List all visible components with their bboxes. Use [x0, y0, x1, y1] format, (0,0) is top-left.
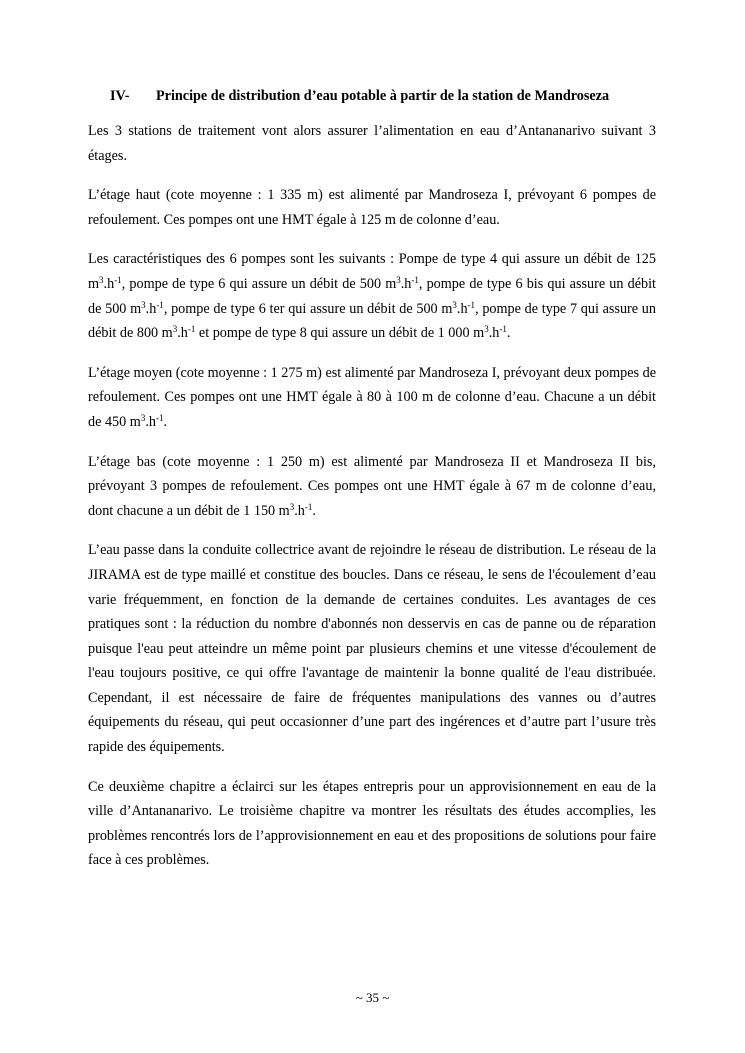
text-segment: , pompe de type 6 bis qui assure un débit de 500 m — [88, 275, 656, 317]
paragraph-stations: Les 3 stations de traitement vont alors assurer l’alimentation en eau d’Antananarivo suivant 3 étages. — [88, 123, 656, 164]
unit-exponent: -1 — [156, 299, 164, 310]
paragraph-conclusion: Ce deuxième chapitre a éclairci sur les étapes entrepris pour un approvisionnement en eau de la ville d’Antananarivo. Le troisième chapitre va montrer les résultats des études accomplies, les problèmes rencontrés lors de l’approvisionnement en eau et des propositions de solutions pour faire face à ces problèmes. — [88, 778, 656, 869]
paragraph-etage-bas — [88, 450, 656, 524]
unit-exponent: -1 — [114, 274, 122, 285]
document-body — [88, 119, 656, 873]
unit-h: .h — [145, 300, 157, 317]
unit-h: .h — [294, 502, 305, 519]
paragraph-pump-characteristics — [88, 247, 656, 345]
text-segment: . — [506, 325, 511, 342]
unit-exponent: -1 — [304, 501, 313, 512]
unit-exponent: -1 — [467, 299, 476, 310]
paragraph-etage-moyen — [88, 361, 656, 435]
text-segment: L’étage moyen (cote moyenne : 1 275 m) est alimenté par Mandroseza I, prévoyant deux pompes de refoulement. Ces pompes ont une HMT égale à 80 à 100 m de colonne d’eau. Chacune a un débit de 450 m — [88, 364, 656, 430]
text-segment: et pompe de type 8 qui assure un débit de 1 000 m — [195, 325, 485, 342]
text-segment: , pompe de type 6 qui assure un débit de 500 m — [121, 275, 397, 292]
unit-h: .h — [177, 325, 188, 342]
unit-exponent: 3 — [99, 274, 104, 285]
unit-exponent: 3 — [140, 412, 146, 423]
unit-h: .h — [145, 413, 156, 430]
section-heading — [110, 88, 609, 105]
unit-h: .h — [400, 275, 412, 292]
unit-h: .h — [456, 300, 468, 317]
unit-exponent: -1 — [499, 324, 507, 335]
unit-exponent: 3 — [172, 324, 178, 335]
unit-h: .h — [103, 275, 115, 292]
unit-exponent: 3 — [141, 299, 146, 310]
paragraph-network: L’eau passe dans la conduite collectrice avant de rejoindre le réseau de distribution. Le réseau de la JIRAMA est de type maillé et constitue des boucles. Dans ce réseau, le sens de l'écoulement d’eau varie fréquemment, en fonction de la demande de certaines conduites. Les avantages de ces pratiques sont : la réduction du nombre d'abonnés non desservis en cas de panne ou de réparation puisque l'eau peut atteindre un même point par plusieurs chemins et une vitesse d'écoulement de l'eau toujours positive, ce qui offre l'avantage de maintenir la bonne qualité de l'eau distribuée. Cependant, il est nécessaire de faire de fréquentes manipulations des vannes ou d’autres équipements du réseau, qui peut occasionner d’une part des ingérences et d’autre part l’usure très rapide des équipements. — [88, 542, 656, 756]
unit-exponent: 3 — [396, 274, 401, 285]
unit-exponent: 3 — [452, 299, 457, 310]
unit-exponent: 3 — [484, 324, 489, 335]
text-segment: , pompe de type 6 ter qui assure un débit de 500 m — [163, 300, 453, 317]
section-number: IV- — [110, 88, 130, 104]
section-title: Principe de distribution d’eau potable à partir de la station de Mandroseza — [156, 88, 610, 104]
unit-exponent: -1 — [411, 274, 419, 285]
text-segment: Les caractéristiques des 6 pompes sont les suivants : Pompe de type 4 qui assure un débit de 125 m — [88, 251, 656, 292]
text-segment: L’étage bas (cote moyenne : 1 250 m) est alimenté par Mandroseza II et Mandroseza II bis, prévoyant 3 pompes de refoulement. Ces pompes ont une HMT égale à 67 m de colonne d’eau, dont chacune a un débit de 1 150 m — [88, 453, 656, 519]
unit-exponent: -1 — [155, 412, 164, 423]
text-segment: , pompe de type 7 qui assure un débit de 800 m — [88, 300, 656, 342]
paragraph-etage-haut: L’étage haut (cote moyenne : 1 335 m) est alimenté par Mandroseza I, prévoyant 6 pompes de refoulement. Ces pompes ont une HMT égale à 125 m de colonne d’eau. — [88, 187, 656, 228]
unit-h: .h — [488, 325, 500, 342]
text-segment: . — [163, 413, 167, 430]
page-number: ~ 35 ~ — [355, 990, 390, 1005]
unit-exponent: -1 — [187, 324, 196, 335]
text-segment: . — [312, 502, 316, 519]
unit-exponent: 3 — [289, 501, 295, 512]
